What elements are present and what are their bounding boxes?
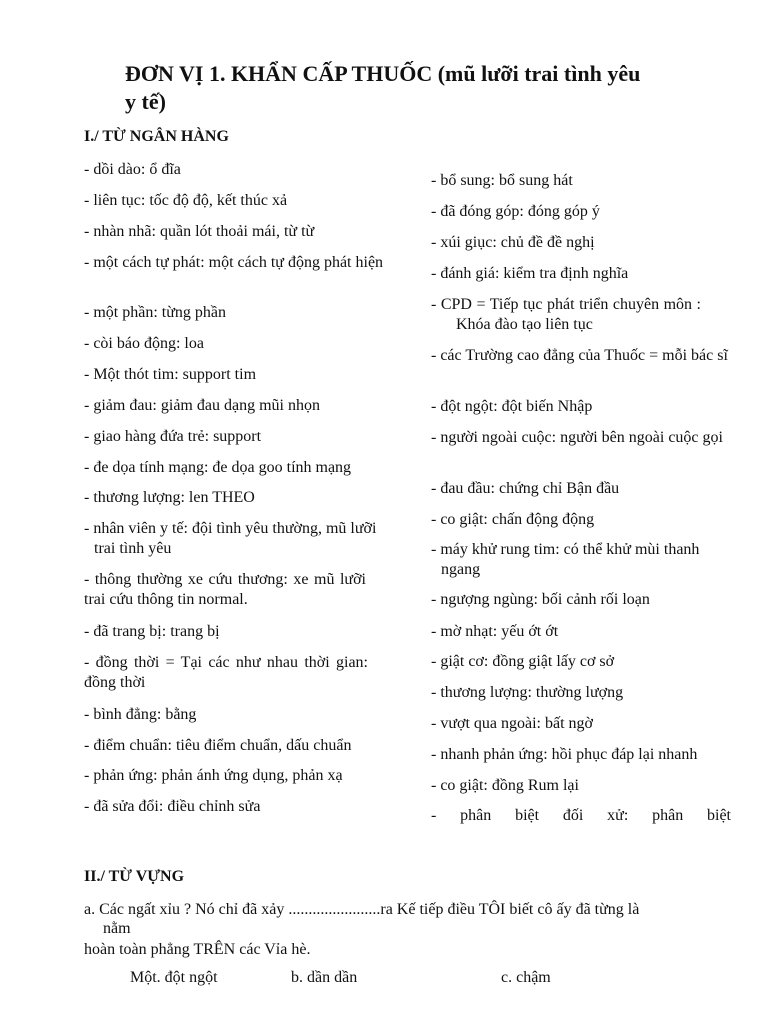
list-item: - đã sửa đổi: điều chỉnh sửa bbox=[84, 798, 261, 815]
list-item: - đã đóng góp: đóng góp ý bbox=[431, 203, 600, 220]
list-item: - đã trang bị: trang bị bbox=[84, 623, 220, 640]
list-item: - nhanh phản ứng: hồi phục đáp lại nhanh bbox=[431, 746, 698, 763]
list-item: - bổ sung: bổ sung hát bbox=[431, 172, 573, 189]
list-item: - thương lượng: len THEO bbox=[84, 489, 255, 506]
list-item: - nhân viên y tế: đội tình yêu thường, mũ lưỡi trai tình yêu bbox=[84, 520, 377, 557]
list-item: - xúi giục: chủ đề đề nghị bbox=[431, 234, 595, 251]
list-item: - vượt qua ngoài: bất ngờ bbox=[431, 715, 594, 732]
list-item: - thông thường xe cứu thương: xe mũ lưỡi trai cứu thông tin normal. bbox=[84, 571, 366, 608]
list-item: - co giật: đồng Rum lại bbox=[431, 777, 579, 794]
list-item: - thương lượng: thường lượng bbox=[431, 684, 624, 701]
question-a-line-2: nằm bbox=[103, 920, 131, 937]
choice-b: b. dần dần bbox=[291, 969, 358, 986]
list-item: - đột ngột: đột biến Nhập bbox=[431, 398, 593, 415]
list-item: - co giật: chấn động động bbox=[431, 511, 595, 528]
list-item: - các Trường cao đẳng của Thuốc = mỗi bác sĩ bbox=[431, 347, 728, 364]
list-item: - bình đẳng: bằng bbox=[84, 706, 197, 723]
title-line-2: y tế) bbox=[125, 89, 166, 114]
list-item: - ngượng ngùng: bối cảnh rối loạn bbox=[431, 591, 650, 608]
list-item: - phản ứng: phản ánh ứng dụng, phản xạ bbox=[84, 767, 343, 784]
list-item: - CPD = Tiếp tục phát triển chuyên môn : Khóa đào tạo liên tục bbox=[431, 296, 701, 333]
list-item: - giao hàng đứa trẻ: support bbox=[84, 428, 262, 445]
list-item: - một cách tự phát: một cách tự động phát hiện bbox=[84, 254, 384, 271]
list-item: - còi báo động: loa bbox=[84, 335, 204, 352]
list-item: - phân biệt đối xử: phân biệt bbox=[431, 807, 731, 824]
list-item: - giật cơ: đồng giật lấy cơ sở bbox=[431, 653, 615, 670]
title-line-1: ĐƠN VỊ 1. KHẨN CẤP THUỐC (mũ lưỡi trai tình yêu bbox=[125, 61, 641, 86]
choice-c: c. chậm bbox=[501, 969, 551, 986]
section-heading-vocabulary: II./ TỪ VỰNG bbox=[84, 868, 185, 885]
question-a-line-3: hoàn toàn phẳng TRÊN các Vỉa hè. bbox=[84, 941, 311, 958]
list-item: - một phần: từng phần bbox=[84, 304, 226, 321]
choice-a: Một. đột ngột bbox=[130, 969, 218, 986]
question-a-line-1: a. Các ngất xỉu ? Nó chỉ đã xảy .......................ra Kế tiếp điều TÔI biết cô ấy đã từng là bbox=[84, 901, 640, 918]
list-item: - đồng thời = Tại các như nhau thời gian: đồng thời bbox=[84, 654, 368, 691]
list-item: - máy khử rung tim: có thể khử mùi thanh ngang bbox=[431, 541, 700, 578]
list-item: - giảm đau: giảm đau dạng mũi nhọn bbox=[84, 397, 320, 414]
list-item: - điểm chuẩn: tiêu điểm chuẩn, dấu chuẩn bbox=[84, 737, 352, 754]
list-item: - người ngoài cuộc: người bên ngoài cuộc gọi bbox=[431, 429, 723, 446]
list-item: - liên tục: tốc độ độ, kết thúc xả bbox=[84, 192, 288, 209]
list-item: - dồi dào: ổ đĩa bbox=[84, 161, 181, 178]
list-item: - đánh giá: kiểm tra định nghĩa bbox=[431, 265, 629, 282]
list-item: - nhàn nhã: quần lót thoải mái, từ từ bbox=[84, 223, 315, 240]
list-item: - đau đầu: chứng chỉ Bận đầu bbox=[431, 480, 620, 497]
list-item: - mờ nhạt: yếu ớt ớt bbox=[431, 623, 559, 640]
page-title bbox=[125, 60, 745, 116]
list-item: - đe dọa tính mạng: đe dọa goo tính mạng bbox=[84, 459, 352, 476]
section-heading-word-bank: I./ TỪ NGÂN HÀNG bbox=[84, 128, 229, 145]
list-item: - Một thót tim: support tim bbox=[84, 366, 257, 383]
